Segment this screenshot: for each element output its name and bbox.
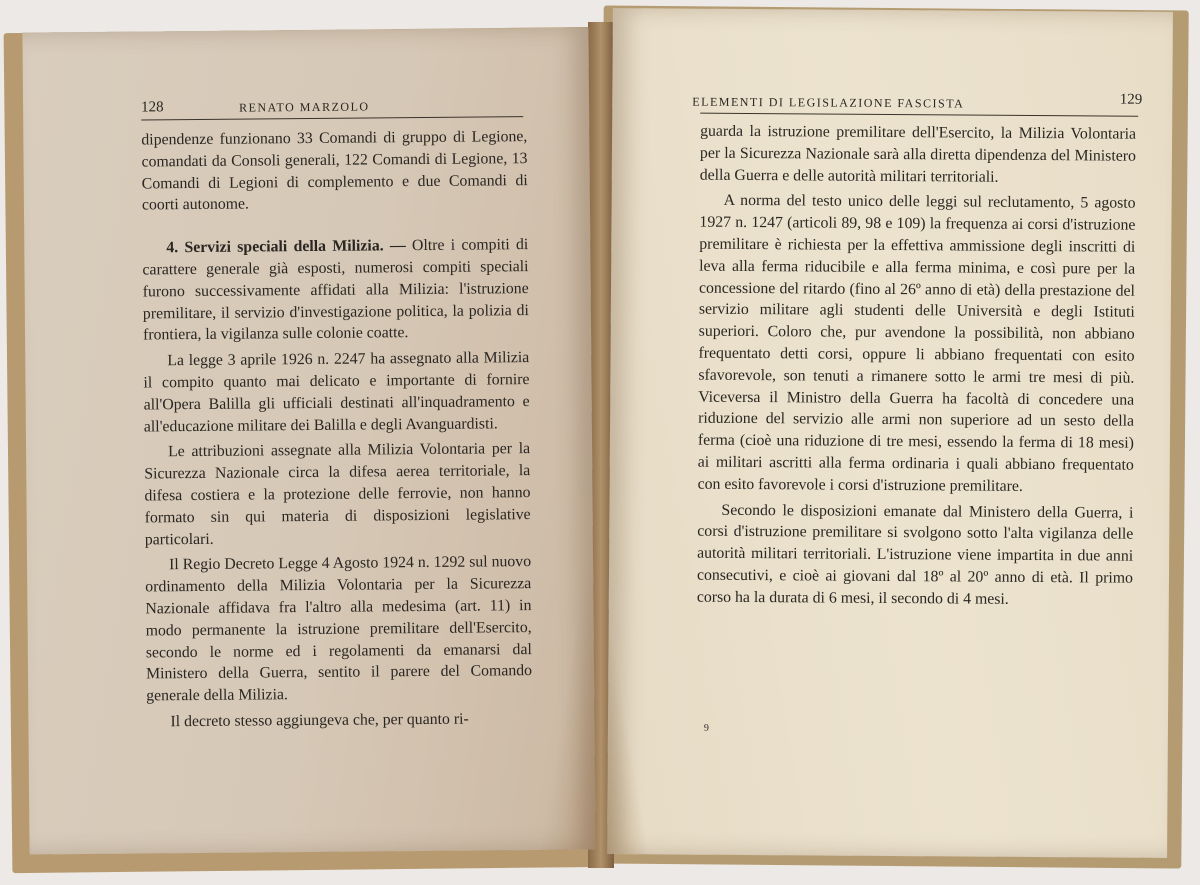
left-header-rule bbox=[141, 116, 523, 120]
right-running-head-title: ELEMENTI DI LEGISLAZIONE FASCISTA bbox=[692, 94, 965, 111]
right-running-head bbox=[692, 95, 1124, 113]
left-paragraph-6: Il decreto stesso aggiungeva che, per quanto ri- bbox=[170, 710, 469, 731]
left-running-head-title: RENATO MARZOLO bbox=[239, 99, 370, 115]
right-page-number: 129 bbox=[1119, 91, 1143, 108]
left-page bbox=[22, 28, 595, 855]
signature-mark: 9 bbox=[703, 722, 709, 734]
right-body-text bbox=[697, 121, 1136, 612]
left-running-head bbox=[141, 98, 521, 116]
right-page bbox=[607, 8, 1173, 858]
section-heading: 4. Servizi speciali della Milizia. — bbox=[166, 237, 406, 257]
left-body-text bbox=[141, 126, 532, 733]
left-paragraph-4: Le attribuzioni assegnate alla Milizia Volontaria per la Sicurezza Nazionale circa la difesa aerea territoriale, la difesa costiera e la protezione delle ferrovie, non hanno formato sin qui materia di disposizioni legislative particolari. bbox=[144, 440, 531, 548]
left-paragraph-1: dipendenze funzionano 33 Comandi di gruppo di Legione, comandati da Consoli generali, 122 Comandi di Legione, 13 Comandi di Legioni di complemento e due Comandi di coorti autonome. bbox=[141, 128, 528, 214]
left-paragraph-3: La legge 3 aprile 1926 n. 2247 ha assegnato alla Milizia il compito quanto mai delicato e importante di fornire all'Opera Balilla gli ufficiali destinati all'inquadramento e all'educazione militare dei Balilla e degli Avanguardisti. bbox=[143, 349, 530, 436]
left-paragraph-2 bbox=[142, 234, 529, 346]
right-paragraph-1: guarda la istruzione premilitare dell'Esercito, la Milizia Volontaria per la Sicurezza Nazionale sarà alla diretta dipendenza del Ministero della Guerra e delle autorità militari territoriali. bbox=[699, 122, 1137, 186]
right-paragraph-3: Secondo le disposizioni emanate dal Ministero della Guerra, i corsi d'istruzione premilitare si svolgono sotto l'alta vigilanza delle autorità militari territoriali. L'istruzione viene impartita in due anni consecutivi, e cioè ai giovani dal 18º al 20º anno di età. Il primo corso ha la durata di 6 mesi, il secondo di 4 mesi. bbox=[696, 501, 1134, 608]
right-paragraph-2: A norma del testo unico delle leggi sul reclutamento, 5 agosto 1927 n. 1247 (articoli 89, 98 e 109) la frequenza ai corsi d'istruzione premilitare è richiesta per la effettiva ammissione degli inscritti di leva alla ferma riducibile e alla ferma minima, e così pure per la concessione del ritardo (fino al 26º anno di età) della prestazione del servizio militare agli studenti delle Università e degli Istituti superiori. Coloro che, pur avendone la possibilità, non abbiano frequentato detti corsi, oppure li abbiano frequentati con esito sfavorevole, son tenuti a rimanere sotto le armi tre mesi di più. Viceversa il Ministro della Guerra ha facoltà di concedere una riduzione del servizio alle armi non superiore ad un sesto della ferma (cioè una riduzione di tre mesi, essendo la ferma di 18 mesi) ai militari ascritti alla ferma ordinaria i quali abbiano frequentato con esito favorevole i corsi d'istruzione premilitare. bbox=[697, 192, 1136, 495]
right-header-rule bbox=[700, 113, 1138, 117]
left-paragraph-5: Il Regio Decreto Legge 4 Agosto 1924 n. 1292 sul nuovo ordinamento della Milizia Volontaria per la Sicurezza Nazionale affidava fra l'altro alla medesima (art. 11) in modo permanente la istruzione premilitare dell'Esercito, secondo le norme ed i regolamenti da emanarsi dal Ministero della Guerra, sentito il parere del Comando generale della Milizia. bbox=[145, 553, 533, 705]
left-page-number: 128 bbox=[141, 99, 164, 116]
left-paragraph-2-text: Oltre i compiti di carattere generale già esposti, numerosi compiti speciali furono successivamente affidati alla Milizia: l'istruzione premilitare, il servizio d'investigazione politica, la polizia di frontiera, la vigilanza sulle colonie coatte. bbox=[142, 236, 529, 344]
